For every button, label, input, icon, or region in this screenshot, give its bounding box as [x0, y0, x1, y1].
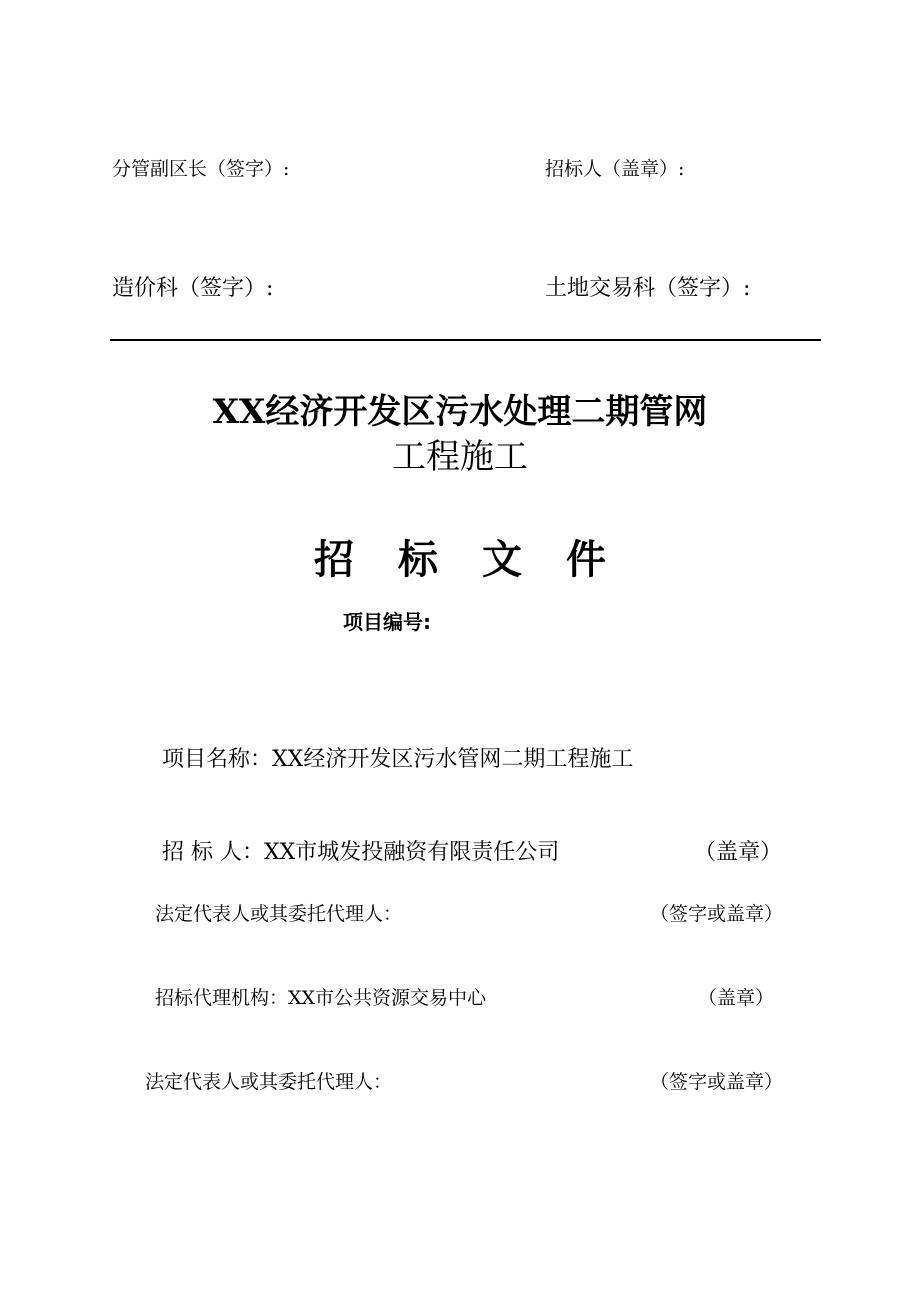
cost-dept-signature-label: 造价科（签字）:: [112, 276, 274, 301]
project-number-label: 项目编号:: [343, 610, 431, 634]
tenderer-seal-note: （盖章）: [693, 840, 782, 865]
project-name-line: 项目名称：XX经济开发区污水管网二期工程施工: [162, 747, 634, 772]
deputy-district-head-signature-label: 分管副区长（签字）:: [112, 158, 290, 180]
project-title-line-1: XX经济开发区污水处理二期管网: [212, 392, 708, 432]
tender-agency-line: 招标代理机构：XX市公共资源交易中心: [155, 987, 487, 1009]
legal-rep-line-1: 法定代表人或其委托代理人：: [155, 903, 403, 925]
document-type-heading: 招标文件: [314, 537, 650, 583]
legal-rep-line-2: 法定代表人或其委托代理人：: [145, 1071, 393, 1093]
legal-rep-2-seal-note: （签字或盖章）: [649, 1071, 783, 1093]
tenderer-line: 招 标 人：XX市城发投融资有限责任公司: [162, 840, 560, 865]
land-trade-dept-signature-label: 土地交易科（签字）:: [545, 276, 751, 301]
project-title-line-2: 工程施工: [392, 437, 528, 477]
horizontal-divider: [110, 339, 821, 341]
legal-rep-1-seal-note: （签字或盖章）: [649, 903, 783, 925]
tenderer-seal-label: 招标人（盖章）:: [545, 158, 685, 180]
agency-seal-note: （盖章）: [697, 987, 774, 1009]
